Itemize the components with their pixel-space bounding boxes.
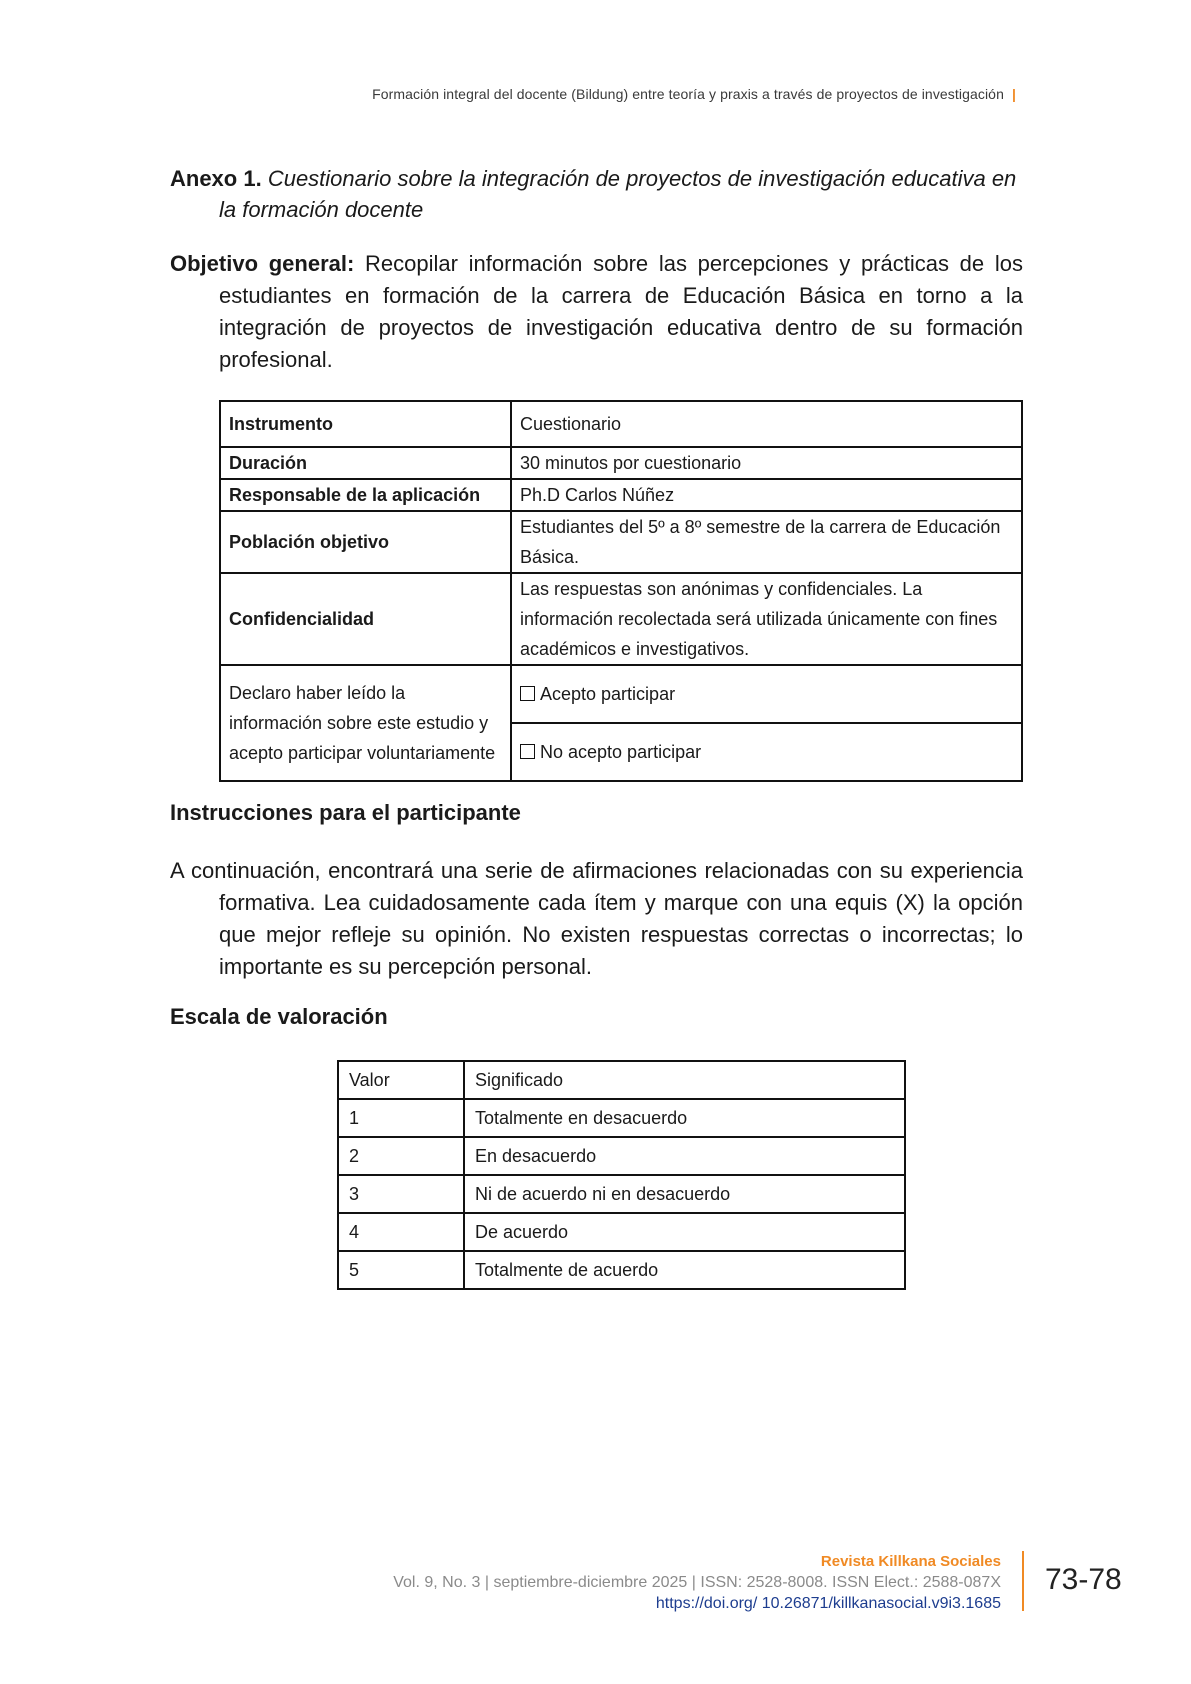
journal-name: Revista Killkana Sociales — [820, 1553, 1001, 1570]
table-row — [220, 573, 1022, 665]
row-value: 30 minutos por cuestionario — [511, 447, 1022, 479]
row-value: Ph.D Carlos Núñez — [511, 479, 1022, 511]
scale-value: 2 — [338, 1137, 464, 1175]
doi-link[interactable]: https://doi.org/ 10.26871/killkanasocial.v9i3.1685 — [655, 1595, 1001, 1612]
consent-label: Declaro haber leído la información sobre este estudio y acepto participar voluntariamente — [220, 665, 511, 781]
footer-divider — [1022, 1551, 1024, 1611]
consent-decline-label: No acepto participar — [540, 742, 702, 762]
instructions-text: A continuación, encontrará una serie de afirmaciones relacionadas con su experiencia formativa. Lea cuidadosamente cada ítem y marque con una equis (X) la opción que mejor refleje su opinión. No existen respuestas correctas o incorrectas; lo importante es su percepción personal. — [170, 858, 1023, 979]
annex-label: Anexo 1. — [170, 166, 262, 191]
scale-meaning: Totalmente de acuerdo — [464, 1251, 905, 1289]
checkbox-icon[interactable] — [520, 686, 535, 701]
column-header-value: Valor — [338, 1061, 464, 1099]
scale-value: 1 — [338, 1099, 464, 1137]
scale-meaning: De acuerdo — [464, 1213, 905, 1251]
row-label: Confidencialidad — [220, 573, 511, 665]
scale-value: 4 — [338, 1213, 464, 1251]
table-row — [220, 665, 1022, 723]
scale-meaning: En desacuerdo — [464, 1137, 905, 1175]
row-value: Estudiantes del 5º a 8º semestre de la carrera de Educación Básica. — [511, 511, 1022, 573]
objective-paragraph — [170, 248, 1023, 376]
running-header — [372, 86, 1016, 102]
footer — [393, 1551, 1001, 1614]
row-label: Duración — [220, 447, 511, 479]
instructions-heading: Instrucciones para el participante — [170, 800, 521, 825]
header-separator: | — [1011, 86, 1016, 102]
table-row — [220, 479, 1022, 511]
table-row — [338, 1137, 905, 1175]
row-value: Las respuestas son anónimas y confidenciales. La información recolectada será utilizada únicamente con fines académicos e investigativos. — [511, 573, 1022, 665]
checkbox-icon[interactable] — [520, 744, 535, 759]
annex-title-text: Cuestionario sobre la integración de proyectos de investigación educativa en la formación docente — [219, 166, 1017, 222]
annex-title — [170, 163, 1023, 225]
consent-decline-option[interactable] — [511, 723, 1022, 781]
scale-value: 5 — [338, 1251, 464, 1289]
table-row — [220, 401, 1022, 447]
scale-table — [337, 1060, 906, 1290]
volume-info: Vol. 9, No. 3 | septiembre-diciembre 2025 | ISSN: 2528-8008. ISSN Elect.: 2588-087X — [393, 1574, 1001, 1591]
page-range: 73-78 — [1045, 1563, 1122, 1596]
table-row — [220, 511, 1022, 573]
consent-accept-label: Acepto participar — [540, 684, 676, 704]
table-row — [338, 1099, 905, 1137]
table-row — [338, 1251, 905, 1289]
row-label: Población objetivo — [220, 511, 511, 573]
row-label: Responsable de la aplicación — [220, 479, 511, 511]
consent-accept-option[interactable] — [511, 665, 1022, 723]
table-header-row — [338, 1061, 905, 1099]
scale-value: 3 — [338, 1175, 464, 1213]
running-title: Formación integral del docente (Bildung) entre teoría y praxis a través de proyectos de investigación — [372, 86, 1004, 102]
table-row — [220, 447, 1022, 479]
objective-text: Recopilar información sobre las percepciones y prácticas de los estudiantes en formación de la carrera de Educación Básica en torno a la integración de proyectos de investigación educativa dentro de su formación profesional. — [219, 251, 1023, 372]
row-label: Instrumento — [220, 401, 511, 447]
objective-label: Objetivo general: — [170, 251, 355, 276]
info-table — [219, 400, 1023, 782]
column-header-meaning: Significado — [464, 1061, 905, 1099]
scale-meaning: Ni de acuerdo ni en desacuerdo — [464, 1175, 905, 1213]
scale-heading: Escala de valoración — [170, 1004, 388, 1029]
table-row — [338, 1175, 905, 1213]
scale-meaning: Totalmente en desacuerdo — [464, 1099, 905, 1137]
row-value: Cuestionario — [511, 401, 1022, 447]
table-row — [338, 1213, 905, 1251]
